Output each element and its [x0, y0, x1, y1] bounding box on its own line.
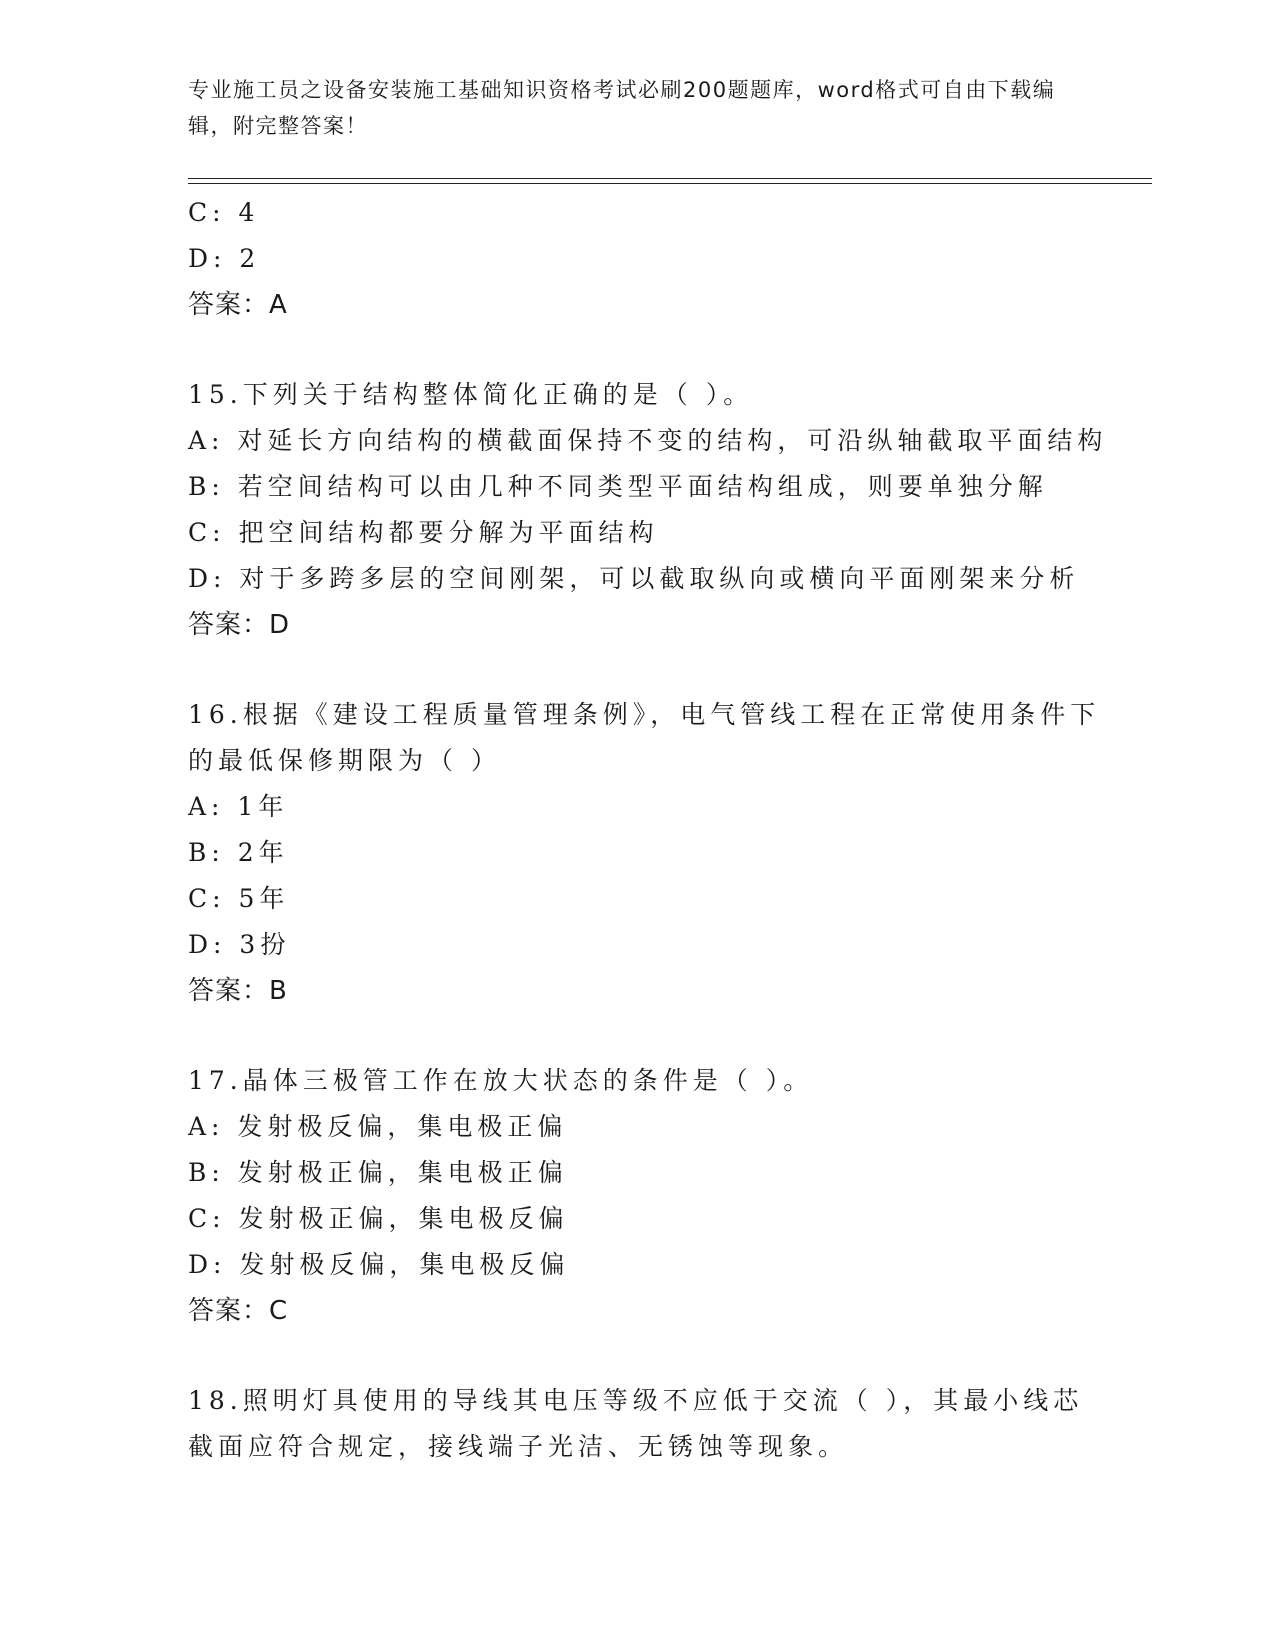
question-15 — [188, 372, 1108, 648]
option-d: D: 2 — [188, 244, 261, 273]
header-divider-top — [188, 178, 1152, 179]
option-b: B: 发射极正偏，集电极正偏 — [188, 1158, 568, 1187]
answer-line: 答案：B — [188, 976, 288, 1006]
question-stem-continued: 截面应符合规定，接线端子光洁、无锈蚀等现象。 — [188, 1432, 849, 1461]
answer-line: 答案：A — [188, 290, 288, 320]
question-stem: 16.根据《建设工程质量管理条例》，电气管线工程在正常使用条件下 — [188, 700, 1101, 729]
question-17 — [188, 1058, 1088, 1334]
document-body — [188, 190, 1108, 1470]
question-stem: 17.晶体三极管工作在放大状态的条件是（ ）。 — [188, 1066, 814, 1095]
question-18 — [188, 1378, 1088, 1470]
question-stem: 18.照明灯具使用的导线其电压等级不应低于交流（ ），其最小线芯 — [188, 1386, 1084, 1415]
document-title: 专业施工员之设备安装施工基础知识资格考试必刷200题题库，word格式可自由下载编辑，附完整答案！ — [188, 78, 1056, 138]
question-stem: 15.下列关于结构整体简化正确的是（ ）。 — [188, 380, 754, 409]
header-divider-bottom — [188, 183, 1152, 184]
option-d: D: 发射极反偏，集电极反偏 — [188, 1250, 570, 1279]
spacer — [188, 328, 1088, 372]
option-d: D: 对于多跨多层的空间刚架，可以截取纵向或横向平面刚架来分析 — [188, 564, 1080, 593]
option-b: B: 若空间结构可以由几种不同类型平面结构组成，则要单独分解 — [188, 472, 1048, 501]
question-stem-continued: 的最低保修期限为（ ） — [188, 746, 501, 775]
option-c: C: 把空间结构都要分解为平面结构 — [188, 518, 659, 547]
spacer — [188, 1334, 1088, 1378]
answer-line: 答案：D — [188, 610, 291, 640]
option-b: B: 2年 — [188, 838, 289, 867]
spacer — [188, 648, 1088, 692]
option-a: A: 对延长方向结构的横截面保持不变的结构，可沿纵轴截取平面结构 — [188, 426, 1108, 455]
option-d: D: 3扮 — [188, 930, 291, 959]
spacer — [188, 1014, 1088, 1058]
previous-question-tail — [188, 190, 1088, 328]
document-header — [188, 72, 1068, 144]
option-c: C: 5年 — [188, 884, 290, 913]
option-a: A: 发射极反偏，集电极正偏 — [188, 1112, 568, 1141]
option-c: C: 发射极正偏，集电极反偏 — [188, 1204, 569, 1233]
answer-line: 答案：C — [188, 1296, 289, 1326]
question-16 — [188, 692, 1101, 1014]
option-c: C: 4 — [188, 198, 260, 227]
option-a: A: 1年 — [188, 792, 289, 821]
